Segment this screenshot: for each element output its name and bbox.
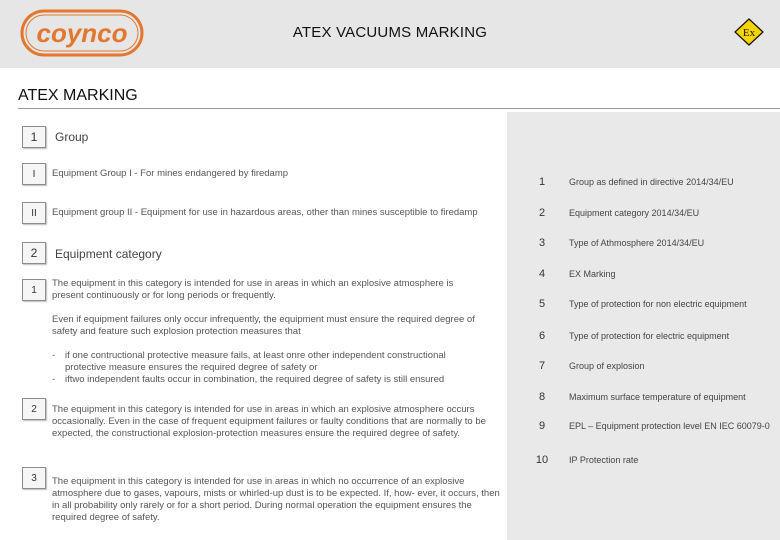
group-ii-text: Equipment group II - Equipment for use in hazardous areas, other than mines susceptible to firedamp <box>52 207 478 218</box>
category-1-text: The equipment in this category is intended for use in areas in which an explosive atmosphere is present continuously or for long periods or frequently. <box>52 278 454 301</box>
category-1-number: 1 <box>22 279 46 301</box>
legend-number-10: 10 <box>535 454 549 466</box>
legend-text-3: Type of Athmosphere 2014/34/EU <box>569 238 705 248</box>
legend-number-7: 7 <box>538 360 546 372</box>
group-label: Group <box>55 130 89 144</box>
category-2-text: The equipment in this category is intended for use in areas in which an explosive atmosphere occurs occasionally. Even in the case of frequent equipment failures or faulty conditions that are normally to be expected, the constructional explosion-protection measures ensure the required degree of safety. <box>52 404 486 439</box>
category-3-number: 3 <box>22 467 46 489</box>
legend-number-6: 6 <box>538 330 546 342</box>
legend-text-8: Maximum surface temperature of equipment <box>569 392 746 402</box>
legend-text-6: Type of protection for electric equipment <box>569 331 730 341</box>
legend-text-4: EX Marking <box>569 269 616 279</box>
legend-text-10: IP Protection rate <box>569 455 639 465</box>
group-number: 1 <box>22 126 46 148</box>
svg-text:coynco: coynco <box>36 18 128 48</box>
legend-text-2: Equipment category 2014/34/EU <box>569 208 700 218</box>
group-ii-number: II <box>22 202 46 224</box>
category-1-bullet-2: iftwo independent faults occur in combination, the required degree of safety is still ensured <box>65 374 445 385</box>
group-i-text: Equipment Group I - For mines endangered by firedamp <box>52 168 289 179</box>
legend-text-9: EPL – Equipment protection level EN IEC 60079-0 <box>569 421 770 431</box>
section-title: ATEX MARKING <box>18 87 138 104</box>
page-title: ATEX VACUUMS MARKING <box>292 24 488 41</box>
legend-text-7: Group of explosion <box>569 361 645 371</box>
section-divider <box>18 108 780 109</box>
legend-number-8: 8 <box>538 391 546 403</box>
legend-text-1: Group as defined in directive 2014/34/EU <box>569 177 734 187</box>
legend-text-5: Type of protection for non electric equipment <box>569 299 747 309</box>
legend-number-2: 2 <box>538 207 546 219</box>
bullet-dash-2: - <box>52 374 56 385</box>
header-bar <box>0 0 780 68</box>
svg-text:Ex: Ex <box>742 27 756 39</box>
category-1-bullet-1: if one contructional protective measure fails, at least onre other independent constructional protective measure ensures the required degree of safety or <box>65 350 446 373</box>
group-i-number: I <box>22 163 46 185</box>
category-2-number: 2 <box>22 398 46 420</box>
legend-number-5: 5 <box>538 298 546 310</box>
legend-number-3: 3 <box>538 237 546 249</box>
category-number: 2 <box>22 242 46 264</box>
bullet-dash-1: - <box>52 350 56 361</box>
category-3-text: The equipment in this category is intended for use in areas in which no occurrence of an explosive atmosphere due to gases, vapours, mists or whirled-up dust is to be expected. If, how- ever, it occurs, then in all probability only rarely or for a short period. During normal operation the equipment ensures the required degree of safety. <box>52 476 500 523</box>
legend-number-4: 4 <box>538 268 546 280</box>
legend-number-9: 9 <box>538 420 546 432</box>
atex-ex-icon <box>734 18 764 46</box>
legend-number-1: 1 <box>538 176 546 188</box>
category-1-text-2: Even if equipment failures only occur infrequently, the equipment must ensure the required degree of safety and feature such explosion protection measures that <box>52 314 475 337</box>
category-label: Equipment category <box>55 247 162 261</box>
